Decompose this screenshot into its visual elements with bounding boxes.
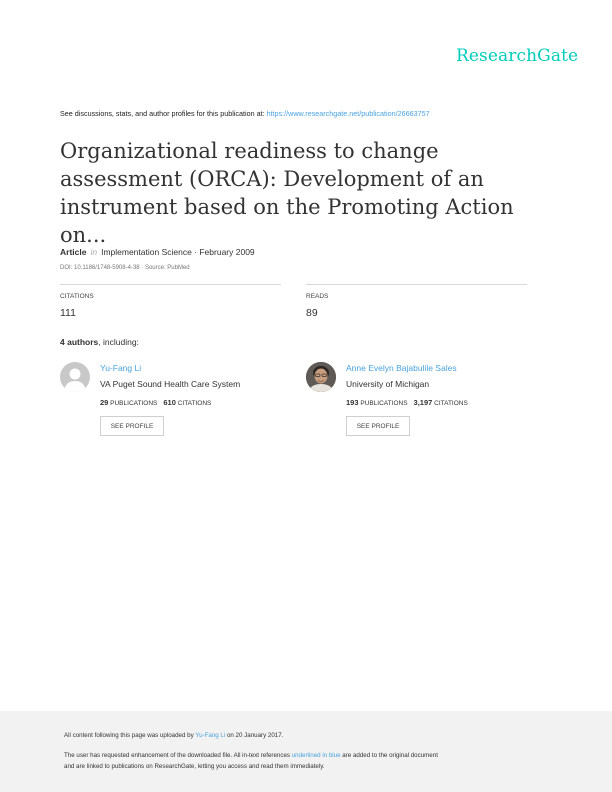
footer — [0, 711, 612, 792]
author-publications-count: 29 — [100, 398, 109, 407]
author-institution: VA Puget Sound Health Care System — [100, 379, 241, 389]
publication-meta — [60, 247, 255, 257]
author-photo[interactable] — [306, 362, 336, 392]
author-stats — [346, 398, 468, 407]
enhancement-text: The user has requested enhancement of the downloaded file. All in-text references — [64, 752, 292, 759]
publication-title: Organizational readiness to change assessment (ORCA): Development of an instrument based on the Promoting Action on... — [60, 139, 514, 247]
author-citations-count: 3,197 — [413, 398, 433, 407]
citations-divider — [60, 284, 281, 285]
authors-count: 4 authors — [60, 337, 99, 347]
upload-note-text: All content following this page was uploaded by — [64, 732, 196, 739]
upload-date-text: on 20 January 2017. — [225, 732, 284, 739]
publication-type: Article — [60, 247, 87, 257]
author-card — [60, 362, 300, 442]
enhancement-note-line2: and are linked to publications on ResearchGate, letting you access and read them immediately. — [64, 763, 325, 770]
see-profile-button[interactable]: SEE PROFILE — [100, 416, 164, 436]
author-citations-count: 610 — [163, 398, 176, 407]
author-publications-label: PUBLICATIONS — [110, 400, 158, 407]
enhancement-note-line1 — [64, 752, 438, 759]
in-word: in — [90, 247, 98, 257]
author-citations-label: CITATIONS — [177, 400, 212, 407]
discussions-text: See discussions, stats, and author profiles for this publication at: — [60, 109, 267, 118]
citations-count: 111 — [60, 307, 76, 319]
citations-label: CITATIONS — [60, 293, 94, 300]
reads-divider — [306, 284, 527, 285]
discussions-line — [60, 109, 430, 118]
author-name-link[interactable]: Yu-Fang Li — [100, 363, 142, 373]
author-publications-count: 193 — [346, 398, 359, 407]
upload-note — [64, 732, 283, 739]
uploader-link[interactable]: Yu-Fang Li — [195, 732, 226, 739]
publication-venue[interactable]: Implementation Science · February 2009 — [101, 247, 255, 257]
publication-url-link[interactable]: https://www.researchgate.net/publication/26663757 — [266, 109, 430, 118]
underlined-link-text: underlined in blue — [291, 752, 341, 759]
user-silhouette-icon[interactable] — [60, 362, 90, 392]
author-publications-label: PUBLICATIONS — [360, 400, 408, 407]
author-name-link[interactable]: Anne Evelyn Bajabulile Sales — [346, 363, 457, 373]
reads-count: 89 — [306, 307, 318, 319]
author-institution: University of Michigan — [346, 379, 430, 389]
author-stats — [100, 398, 211, 407]
see-profile-button[interactable]: SEE PROFILE — [346, 416, 410, 436]
doi-line: DOI: 10.1186/1748-5908-4-38 · Source: PubMed — [60, 265, 190, 271]
author-citations-label: CITATIONS — [434, 400, 468, 407]
authors-heading — [60, 337, 139, 347]
enhancement-text-end: are added to the original document — [340, 752, 438, 759]
author-card — [306, 362, 546, 442]
researchgate-logo[interactable]: ResearchGate — [456, 46, 579, 66]
authors-heading-suffix: , including: — [98, 337, 139, 347]
reads-label: READS — [306, 293, 329, 300]
